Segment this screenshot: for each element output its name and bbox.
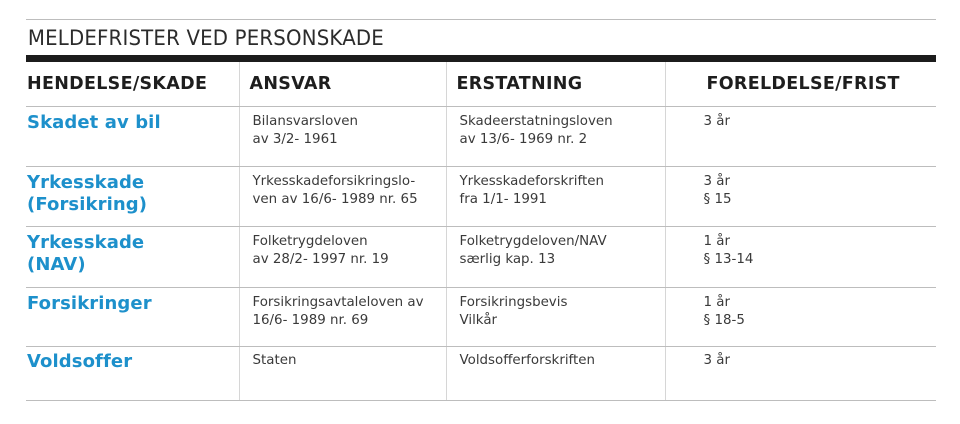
compensation-line: Forsikringsbevis (459, 295, 568, 310)
event-line: Forsikringer (27, 293, 152, 314)
deadline-line: 3 år (703, 114, 730, 129)
header-deadline: FORELDELSE/FRIST (665, 62, 936, 107)
compensation-line: Yrkesskadeforskriften (459, 174, 604, 189)
deadline-line: § 13-14 (703, 252, 754, 267)
event-line: Yrkesskade (27, 232, 145, 253)
deadline-cell (665, 167, 936, 227)
responsibility-line: ven av 16/6- 1989 nr. 65 (252, 192, 418, 207)
event-line: Yrkesskade (27, 172, 145, 193)
event-cell (26, 227, 239, 288)
responsibility-line: Yrkesskadeforsikringslo- (252, 174, 416, 189)
responsibility-line: Staten (252, 353, 297, 368)
compensation-cell (446, 347, 665, 401)
responsibility-cell (239, 288, 446, 347)
event-line: (Forsikring) (27, 194, 148, 215)
compensation-line: Folketrygdeloven/NAV (459, 234, 607, 249)
event-cell (26, 288, 239, 347)
responsibility-cell (239, 167, 446, 227)
event-cell (26, 107, 239, 167)
compensation-cell (446, 227, 665, 288)
responsibility-cell (239, 107, 446, 167)
compensation-cell (446, 288, 665, 347)
deadline-line: 1 år (703, 295, 730, 310)
deadline-cell (665, 288, 936, 347)
deadline-table-panel (26, 19, 936, 401)
responsibility-line: av 28/2- 1997 nr. 19 (252, 252, 389, 267)
header-compensation: ERSTATNING (446, 62, 665, 107)
deadline-cell (665, 347, 936, 401)
event-line: Voldsoffer (27, 351, 133, 372)
table-title: MELDEFRISTER VED PERSONSKADE (27, 26, 384, 50)
responsibility-line: 16/6- 1989 nr. 69 (252, 313, 369, 328)
deadline-cell (665, 107, 936, 167)
responsibility-line: av 3/2- 1961 (252, 132, 338, 147)
deadline-line: 3 år (703, 353, 730, 368)
table-row (26, 347, 936, 401)
title-underline (26, 55, 936, 62)
deadline-line: 1 år (703, 234, 730, 249)
compensation-line: av 13/6- 1969 nr. 2 (459, 132, 588, 147)
compensation-cell (446, 107, 665, 167)
deadline-table (26, 62, 936, 401)
compensation-line: særlig kap. 13 (459, 252, 556, 267)
table-row (26, 227, 936, 288)
event-line: (NAV) (27, 254, 86, 275)
event-cell (26, 167, 239, 227)
compensation-line: Vilkår (459, 313, 498, 328)
deadline-line: 3 år (703, 174, 730, 189)
compensation-line: Voldsofferforskriften (459, 353, 595, 368)
header-event: HENDELSE/SKADE (26, 62, 239, 107)
responsibility-cell (239, 347, 446, 401)
responsibility-line: Folketrygdeloven (252, 234, 368, 249)
header-responsibility: ANSVAR (239, 62, 446, 107)
deadline-line: § 15 (703, 192, 732, 207)
compensation-cell (446, 167, 665, 227)
event-line: Skadet av bil (27, 112, 161, 133)
header-row (26, 62, 936, 107)
event-cell (26, 347, 239, 401)
compensation-line: fra 1/1- 1991 (459, 192, 547, 207)
responsibility-line: Bilansvarsloven (252, 114, 358, 129)
table-row (26, 288, 936, 347)
compensation-line: Skadeerstatningsloven (459, 114, 613, 129)
responsibility-line: Forsikringsavtaleloven av (252, 295, 424, 310)
table-row (26, 167, 936, 227)
deadline-cell (665, 227, 936, 288)
responsibility-cell (239, 227, 446, 288)
deadline-line: § 18-5 (703, 313, 745, 328)
table-row (26, 107, 936, 167)
